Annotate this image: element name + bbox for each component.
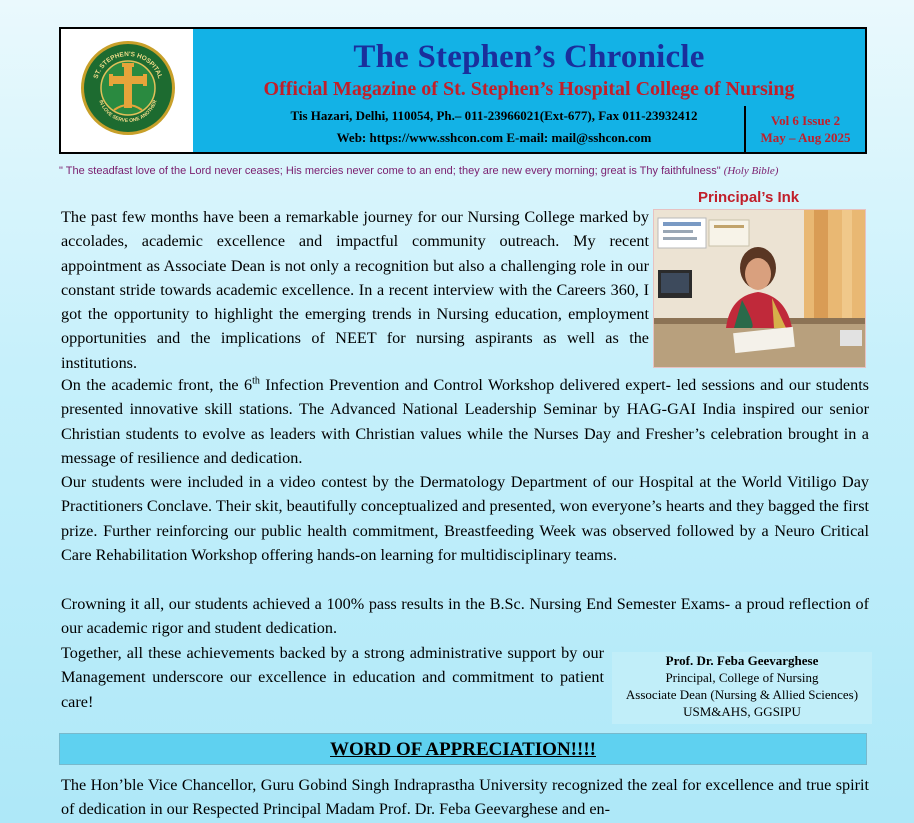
appreciation-heading-bar — [59, 733, 867, 765]
quote-text: " The steadfast love of the Lord never ceases; His mercies never come to an end; they are new every morning; great is Thy faithfulness" — [59, 165, 721, 177]
bible-quote — [59, 165, 867, 177]
paragraph-2-rest: Infection Prevention and Control Workshop delivered expert- led sessions and our students presented innovative skill stations. The Advanced National Leadership Seminar by HAG-GAI India inspired our senior Christian students to evolve as leaders with Christian values while the Nurses Day and Fresher’s celebration brought in a message of resilience and dedication. — [61, 376, 869, 467]
hospital-seal-icon — [81, 41, 175, 135]
web-email-line: Web: https://www.sshcon.com E-mail: mail@sshcon.com — [336, 130, 652, 145]
quote-source: (Holy Bible) — [723, 165, 779, 177]
magazine-subtitle: Official Magazine of St. Stephen’s Hospital College of Nursing — [263, 78, 795, 100]
section-title-principals-ink: Principal’s Ink — [698, 189, 800, 206]
address-line: Tis Hazari, Delhi, 110054, Ph.– 011-23966021(Ext-677), Fax 011-23932412 — [290, 108, 698, 123]
volume-label: Vol 6 Issue 2 — [770, 113, 841, 128]
paragraph-2-start: On the academic front, the 6 — [61, 376, 253, 394]
principal-paragraph-5: Together, all these achievements backed by a strong administrative support by our Management underscore our excellence in education and commitment to patient care! — [61, 644, 604, 711]
signature-line-1: Principal, College of Nursing — [665, 670, 819, 685]
signature-name: Prof. Dr. Feba Geevarghese — [665, 653, 819, 668]
principal-paragraph-3: Our students were included in a video contest by the Dermatology Department of our Hospital at the World Vitiligo Day Practitioners Conclave. Their skit, beautifully conceptualized and presented, won everyone’s hearts and they bagged the first prize. Further reinforcing our public health commitment, Breastfeeding Week was observed followed by a Neuro Critical Care Rehabilitation Workshop offering hands-on learning for multidisciplinary teams. — [61, 473, 869, 564]
period-label: May – Aug 2025 — [760, 130, 851, 145]
logo-box — [61, 29, 193, 152]
appreciation-paragraph: The Hon’ble Vice Chancellor, Guru Gobind Singh Indraprastha University recognized the zeal for excellence and true spirit of dedication in our Respected Principal Madam Prof. Dr. Feba Geevarghese and en- — [61, 776, 869, 819]
principal-signature — [612, 652, 872, 724]
appreciation-heading: WORD OF APPRECIATION!!!! — [330, 739, 596, 760]
magazine-title: The Stephen’s Chronicle — [353, 39, 705, 75]
signature-line-2: Associate Dean (Nursing & Allied Sciences) — [625, 687, 859, 702]
signature-line-3: USM&AHS, GGSIPU — [683, 704, 801, 719]
logo-motto: IN LOVE SERVE ONE ANOTHER — [97, 99, 159, 125]
principal-paragraph-1: The past few months have been a remarkable journey for our Nursing College marked by accolades, academic excellence and impactful community outreach. My recent appointment as Associate Dean is not only a recognition but also a challenging role in our constant stride towards academic excellence. In a recent interview with the Careers 360, I got the opportunity to highlight the emerging trends in Nursing education, employment opportunities and the implications of NEET for nursing aspirants as well as the institutions. — [61, 208, 649, 372]
issue-info — [744, 106, 865, 152]
principal-paragraph-4: Crowning it all, our students achieved a 100% pass results in the B.Sc. Nursing End Semester Exams- a proud reflection of our academic rigor and student dedication. — [61, 595, 869, 638]
principal-photo — [653, 209, 866, 368]
principal-paragraph-2 — [61, 373, 869, 470]
masthead — [59, 27, 867, 154]
ordinal-suffix: th — [252, 375, 260, 387]
logo-text: ST. STEPHEN'S HOSPITAL — [92, 50, 164, 80]
